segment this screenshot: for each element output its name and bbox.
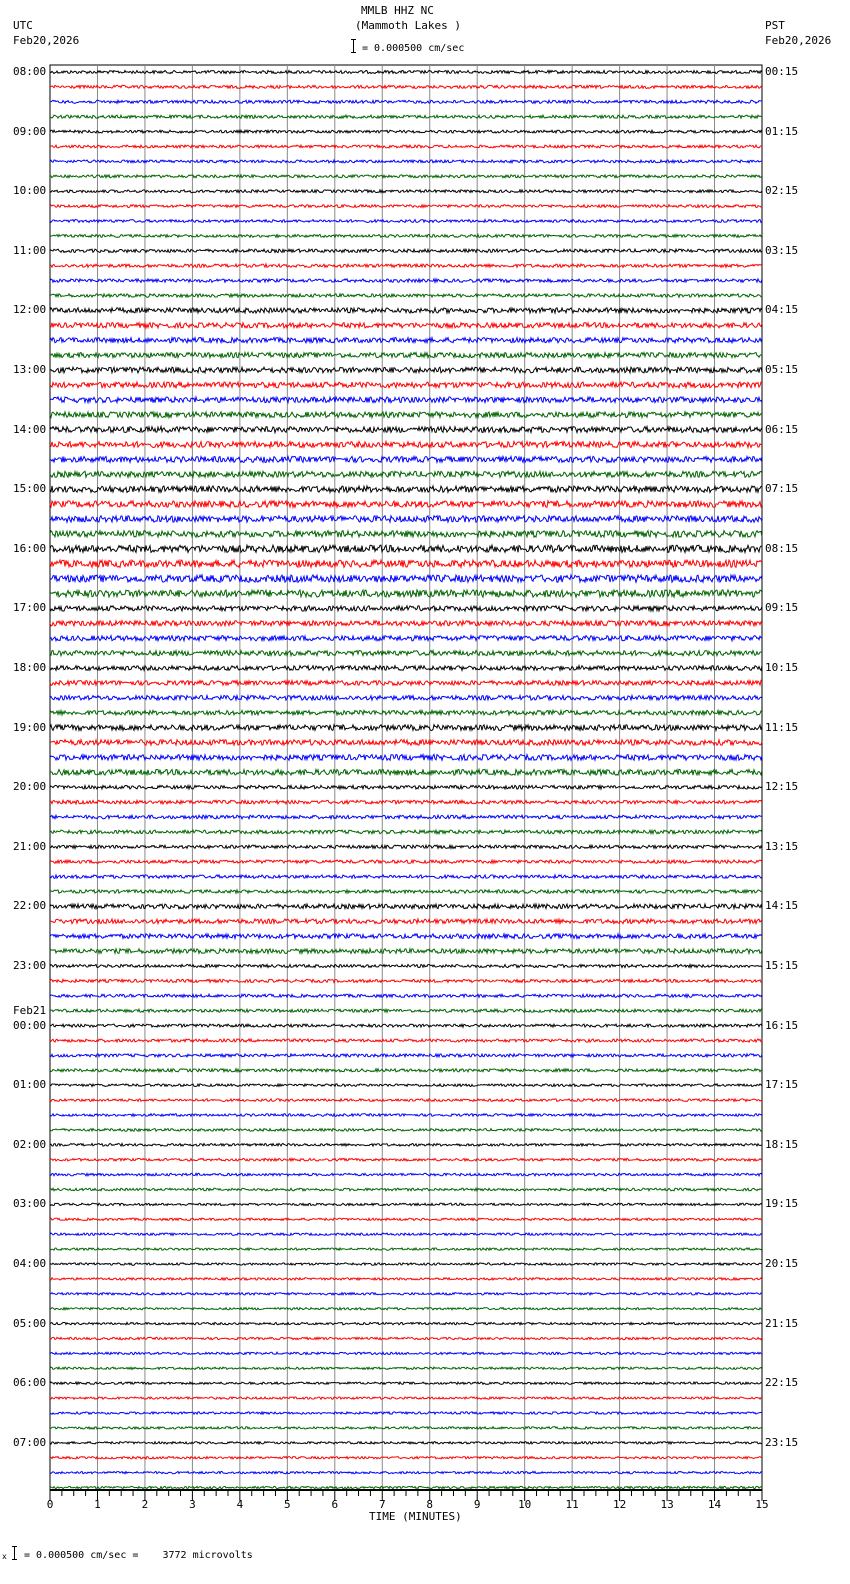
seismic-trace <box>50 994 762 997</box>
utc-hour-label: 15:00 <box>13 482 47 496</box>
seismic-trace <box>50 621 762 626</box>
utc-hour-label: 04:00 <box>13 1257 47 1270</box>
seismic-trace <box>50 1308 762 1310</box>
x-tick-label: 12 <box>613 1498 627 1511</box>
x-tick-label: 7 <box>378 1498 386 1511</box>
seismic-trace <box>50 471 762 477</box>
utc-hour-label: 10:00 <box>13 184 47 198</box>
seismic-trace <box>50 1293 762 1295</box>
seismic-trace <box>50 486 762 492</box>
seismic-trace <box>50 666 762 671</box>
right-timezone: PST <box>765 19 785 32</box>
utc-hour-label: 07:00 <box>13 1435 47 1449</box>
x-tick-label: 1 <box>94 1498 101 1511</box>
footer-scale-bar-icon <box>12 1546 17 1560</box>
seismic-trace <box>50 710 762 715</box>
seismic-trace <box>50 606 762 611</box>
pst-hour-label: 08:15 <box>765 541 799 555</box>
seismic-trace <box>50 904 762 909</box>
left-date: Feb20,2026 <box>13 34 80 47</box>
seismic-trace <box>50 979 762 982</box>
seismic-trace <box>50 1069 762 1072</box>
x-tick-label: 10 <box>518 1498 532 1511</box>
x-axis-title: TIME (MINUTES) <box>369 1510 462 1523</box>
seismic-trace <box>50 1054 762 1057</box>
pst-hour-label: 22:15 <box>765 1376 799 1390</box>
footer-scale-label: = 0.000500 cm/sec = 3772 microvolts <box>24 1550 253 1561</box>
seismic-trace <box>50 890 762 893</box>
seismic-trace <box>50 220 762 223</box>
pst-hour-label: 20:15 <box>765 1257 799 1270</box>
seismic-trace <box>50 412 762 418</box>
seismic-trace <box>50 70 762 73</box>
plot-frame <box>50 65 762 1490</box>
utc-hour-label: 11:00 <box>13 243 47 257</box>
utc-hour-label: 22:00 <box>13 899 47 913</box>
seismic-trace <box>50 1427 762 1429</box>
x-tick-label: 3 <box>189 1498 196 1511</box>
seismic-trace <box>50 294 762 297</box>
footer-marker: x <box>2 1552 7 1561</box>
pst-hour-label: 16:15 <box>765 1018 799 1032</box>
seismic-trace <box>50 382 762 388</box>
seismic-trace <box>50 427 762 433</box>
date-change-label: Feb21 <box>13 1003 47 1017</box>
seismic-trace <box>50 934 762 939</box>
seismic-trace <box>50 1129 762 1132</box>
seismic-trace <box>50 1322 762 1324</box>
seismic-trace <box>50 323 762 328</box>
seismic-trace <box>50 442 762 448</box>
seismic-trace <box>50 875 762 878</box>
seismic-trace <box>50 264 762 267</box>
seismic-trace <box>50 964 762 967</box>
seismic-trace <box>50 651 762 656</box>
pst-hour-label: 03:15 <box>765 243 799 257</box>
seismic-trace <box>50 397 762 403</box>
utc-hour-label: 00:00 <box>13 1018 47 1032</box>
pst-hour-label: 15:15 <box>765 959 799 972</box>
pst-hour-label: 06:15 <box>765 422 799 436</box>
seismic-trace <box>50 1457 762 1459</box>
utc-hour-label: 01:00 <box>13 1078 47 1092</box>
seismic-trace <box>50 279 762 282</box>
seismic-trace <box>50 1412 762 1414</box>
seismic-trace <box>50 160 762 163</box>
seismic-trace <box>50 1367 762 1369</box>
seismic-trace <box>50 235 762 238</box>
seismic-trace <box>50 740 762 746</box>
seismic-trace <box>50 845 762 848</box>
seismic-trace <box>50 1009 762 1012</box>
seismic-trace <box>50 190 762 193</box>
seismic-trace <box>50 1144 762 1147</box>
seismic-trace <box>50 85 762 88</box>
seismic-trace <box>50 1218 762 1220</box>
seismic-trace <box>50 531 762 537</box>
utc-hour-label: 12:00 <box>13 303 47 317</box>
seismic-trace <box>50 575 762 582</box>
seismic-trace <box>50 1471 762 1473</box>
seismic-trace <box>50 249 762 252</box>
seismic-trace <box>50 501 762 507</box>
pst-hour-label: 21:15 <box>765 1316 799 1330</box>
pst-hour-label: 02:15 <box>765 184 799 198</box>
scale-label: = 0.000500 cm/sec <box>362 43 465 54</box>
x-tick-label: 4 <box>236 1498 244 1511</box>
seismic-trace <box>50 516 762 522</box>
seismic-trace <box>50 1397 762 1399</box>
x-tick-label: 0 <box>46 1498 54 1511</box>
seismic-trace <box>50 785 762 789</box>
seismic-trace <box>50 100 762 103</box>
pst-hour-label: 19:15 <box>765 1197 799 1211</box>
station-title: MMLB HHZ NC <box>361 4 434 17</box>
utc-hour-label: 17:00 <box>13 601 47 615</box>
seismic-trace <box>50 949 762 954</box>
seismic-trace <box>50 1233 762 1235</box>
seismic-trace <box>50 769 762 775</box>
seismic-trace <box>50 590 762 597</box>
seismic-trace <box>50 1024 762 1027</box>
seismic-trace <box>50 1442 762 1444</box>
utc-hour-label: 03:00 <box>13 1197 47 1211</box>
seismic-trace <box>50 545 762 552</box>
right-date: Feb20,2026 <box>765 34 832 47</box>
seismic-trace <box>50 145 762 148</box>
utc-hour-label: 09:00 <box>13 124 47 138</box>
x-tick-label: 9 <box>473 1498 481 1511</box>
seismic-trace <box>50 1203 762 1205</box>
pst-hour-label: 05:15 <box>765 363 799 376</box>
pst-hour-label: 10:15 <box>765 661 799 674</box>
x-tick-label: 6 <box>331 1498 339 1511</box>
left-timezone: UTC <box>13 19 33 32</box>
seismic-trace <box>50 338 762 343</box>
pst-hour-label: 18:15 <box>765 1137 799 1151</box>
seismic-trace <box>50 456 762 462</box>
utc-hour-label: 18:00 <box>13 661 47 674</box>
seismic-trace <box>50 1352 762 1354</box>
seismic-trace <box>50 353 762 358</box>
seismic-trace <box>50 725 762 731</box>
pst-hour-label: 17:15 <box>765 1078 799 1092</box>
utc-hour-label: 21:00 <box>13 839 47 853</box>
seismic-trace <box>50 1263 762 1265</box>
utc-hour-label: 13:00 <box>13 363 47 376</box>
pst-hour-label: 23:15 <box>765 1435 799 1449</box>
seismic-trace <box>50 815 762 819</box>
x-tick-label: 13 <box>660 1498 674 1511</box>
seismic-trace <box>50 560 762 567</box>
seismic-trace <box>50 1188 762 1191</box>
utc-hour-label: 08:00 <box>13 65 47 78</box>
seismic-trace <box>50 1039 762 1042</box>
seismic-trace <box>50 115 762 118</box>
seismic-trace <box>50 367 762 373</box>
seismic-trace <box>50 860 762 863</box>
seismic-trace <box>50 696 762 701</box>
pst-hour-label: 07:15 <box>765 482 799 496</box>
pst-hour-label: 14:15 <box>765 899 799 913</box>
x-tick-label: 8 <box>426 1498 434 1511</box>
pst-hour-label: 12:15 <box>765 780 799 794</box>
pst-hour-label: 11:15 <box>765 720 799 734</box>
seismic-trace <box>50 1278 762 1280</box>
seismic-trace <box>50 205 762 208</box>
seismic-trace <box>50 1337 762 1339</box>
seismic-trace <box>50 1173 762 1176</box>
utc-hour-label: 16:00 <box>13 541 47 555</box>
utc-hour-label: 02:00 <box>13 1137 47 1151</box>
pst-hour-label: 13:15 <box>765 839 799 853</box>
pst-hour-label: 00:15 <box>765 65 799 78</box>
utc-hour-label: 06:00 <box>13 1376 47 1390</box>
seismic-trace <box>50 1486 762 1488</box>
seismic-trace <box>50 175 762 178</box>
utc-hour-label: 23:00 <box>13 959 47 972</box>
seismic-trace <box>50 308 762 313</box>
utc-hour-label: 19:00 <box>13 720 47 734</box>
seismic-trace <box>50 1248 762 1250</box>
seismic-trace <box>50 830 762 834</box>
x-tick-label: 15 <box>755 1498 769 1511</box>
seismic-trace <box>50 130 762 133</box>
utc-hour-label: 05:00 <box>13 1316 47 1330</box>
pst-hour-label: 09:15 <box>765 601 799 615</box>
location-title: (Mammoth Lakes ) <box>355 19 461 32</box>
utc-hour-label: 14:00 <box>13 422 47 436</box>
pst-hour-label: 04:15 <box>765 303 799 317</box>
seismic-trace <box>50 1114 762 1117</box>
seismic-trace <box>50 755 762 761</box>
seismic-trace <box>50 919 762 924</box>
x-tick-label: 5 <box>284 1498 291 1511</box>
x-tick-label: 2 <box>141 1498 149 1511</box>
utc-hour-label: 20:00 <box>13 780 47 794</box>
x-tick-label: 14 <box>707 1498 722 1511</box>
seismic-trace <box>50 636 762 641</box>
seismic-trace <box>50 1084 762 1087</box>
seismic-trace <box>50 681 762 686</box>
seismic-trace <box>50 1382 762 1384</box>
pst-hour-label: 01:15 <box>765 124 799 138</box>
seismic-trace <box>50 800 762 804</box>
x-tick-label: 11 <box>565 1498 579 1511</box>
seismic-trace <box>50 1158 762 1161</box>
seismic-trace <box>50 1099 762 1102</box>
